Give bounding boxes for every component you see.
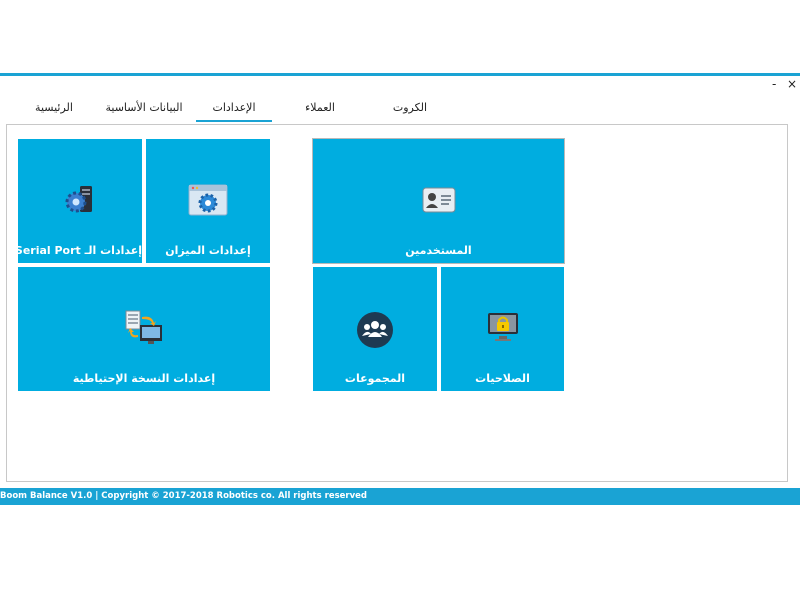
lock-monitor-icon <box>486 311 520 343</box>
tile-backup-settings[interactable] <box>18 267 270 391</box>
tile-users[interactable] <box>313 139 564 263</box>
tile-label: الصلاحيات <box>475 372 530 385</box>
tab-master-data[interactable]: البيانات الأساسية <box>105 101 183 114</box>
status-bar <box>0 488 800 505</box>
title-bar-rule <box>0 73 800 76</box>
tab-customers[interactable]: العملاء <box>305 101 335 114</box>
tile-permissions[interactable] <box>441 267 564 391</box>
main-tabs <box>0 96 800 122</box>
gear-computer-icon <box>63 183 97 217</box>
minimize-button[interactable]: - <box>772 77 777 91</box>
tile-groups[interactable] <box>313 267 437 391</box>
user-card-icon <box>422 187 456 213</box>
close-button[interactable]: × <box>787 77 798 91</box>
tile-label: المجموعات <box>344 372 406 385</box>
tab-settings[interactable]: الإعدادات <box>196 96 272 122</box>
tile-label: المستخدمين <box>405 244 472 257</box>
tile-label: إعدادات النسخة الإحتياطية <box>72 372 216 385</box>
tile-scale-settings[interactable] <box>146 139 270 263</box>
tile-label: إعدادات الـ Serial Port <box>14 244 142 257</box>
settings-panel <box>6 124 788 482</box>
tile-label: إعدادات الميزان <box>165 244 251 257</box>
settings-window-icon <box>188 183 228 217</box>
tab-home[interactable]: الرئيسية <box>35 101 73 114</box>
tab-cards[interactable]: الكروت <box>392 101 428 114</box>
group-icon <box>356 311 394 349</box>
backup-transfer-icon <box>124 309 164 347</box>
tile-serial-port-settings[interactable] <box>14 139 142 263</box>
copyright-text: Boom Balance V1.0 | Copyright © 2017-2018 Robotics co. All rights reserved <box>0 491 367 501</box>
